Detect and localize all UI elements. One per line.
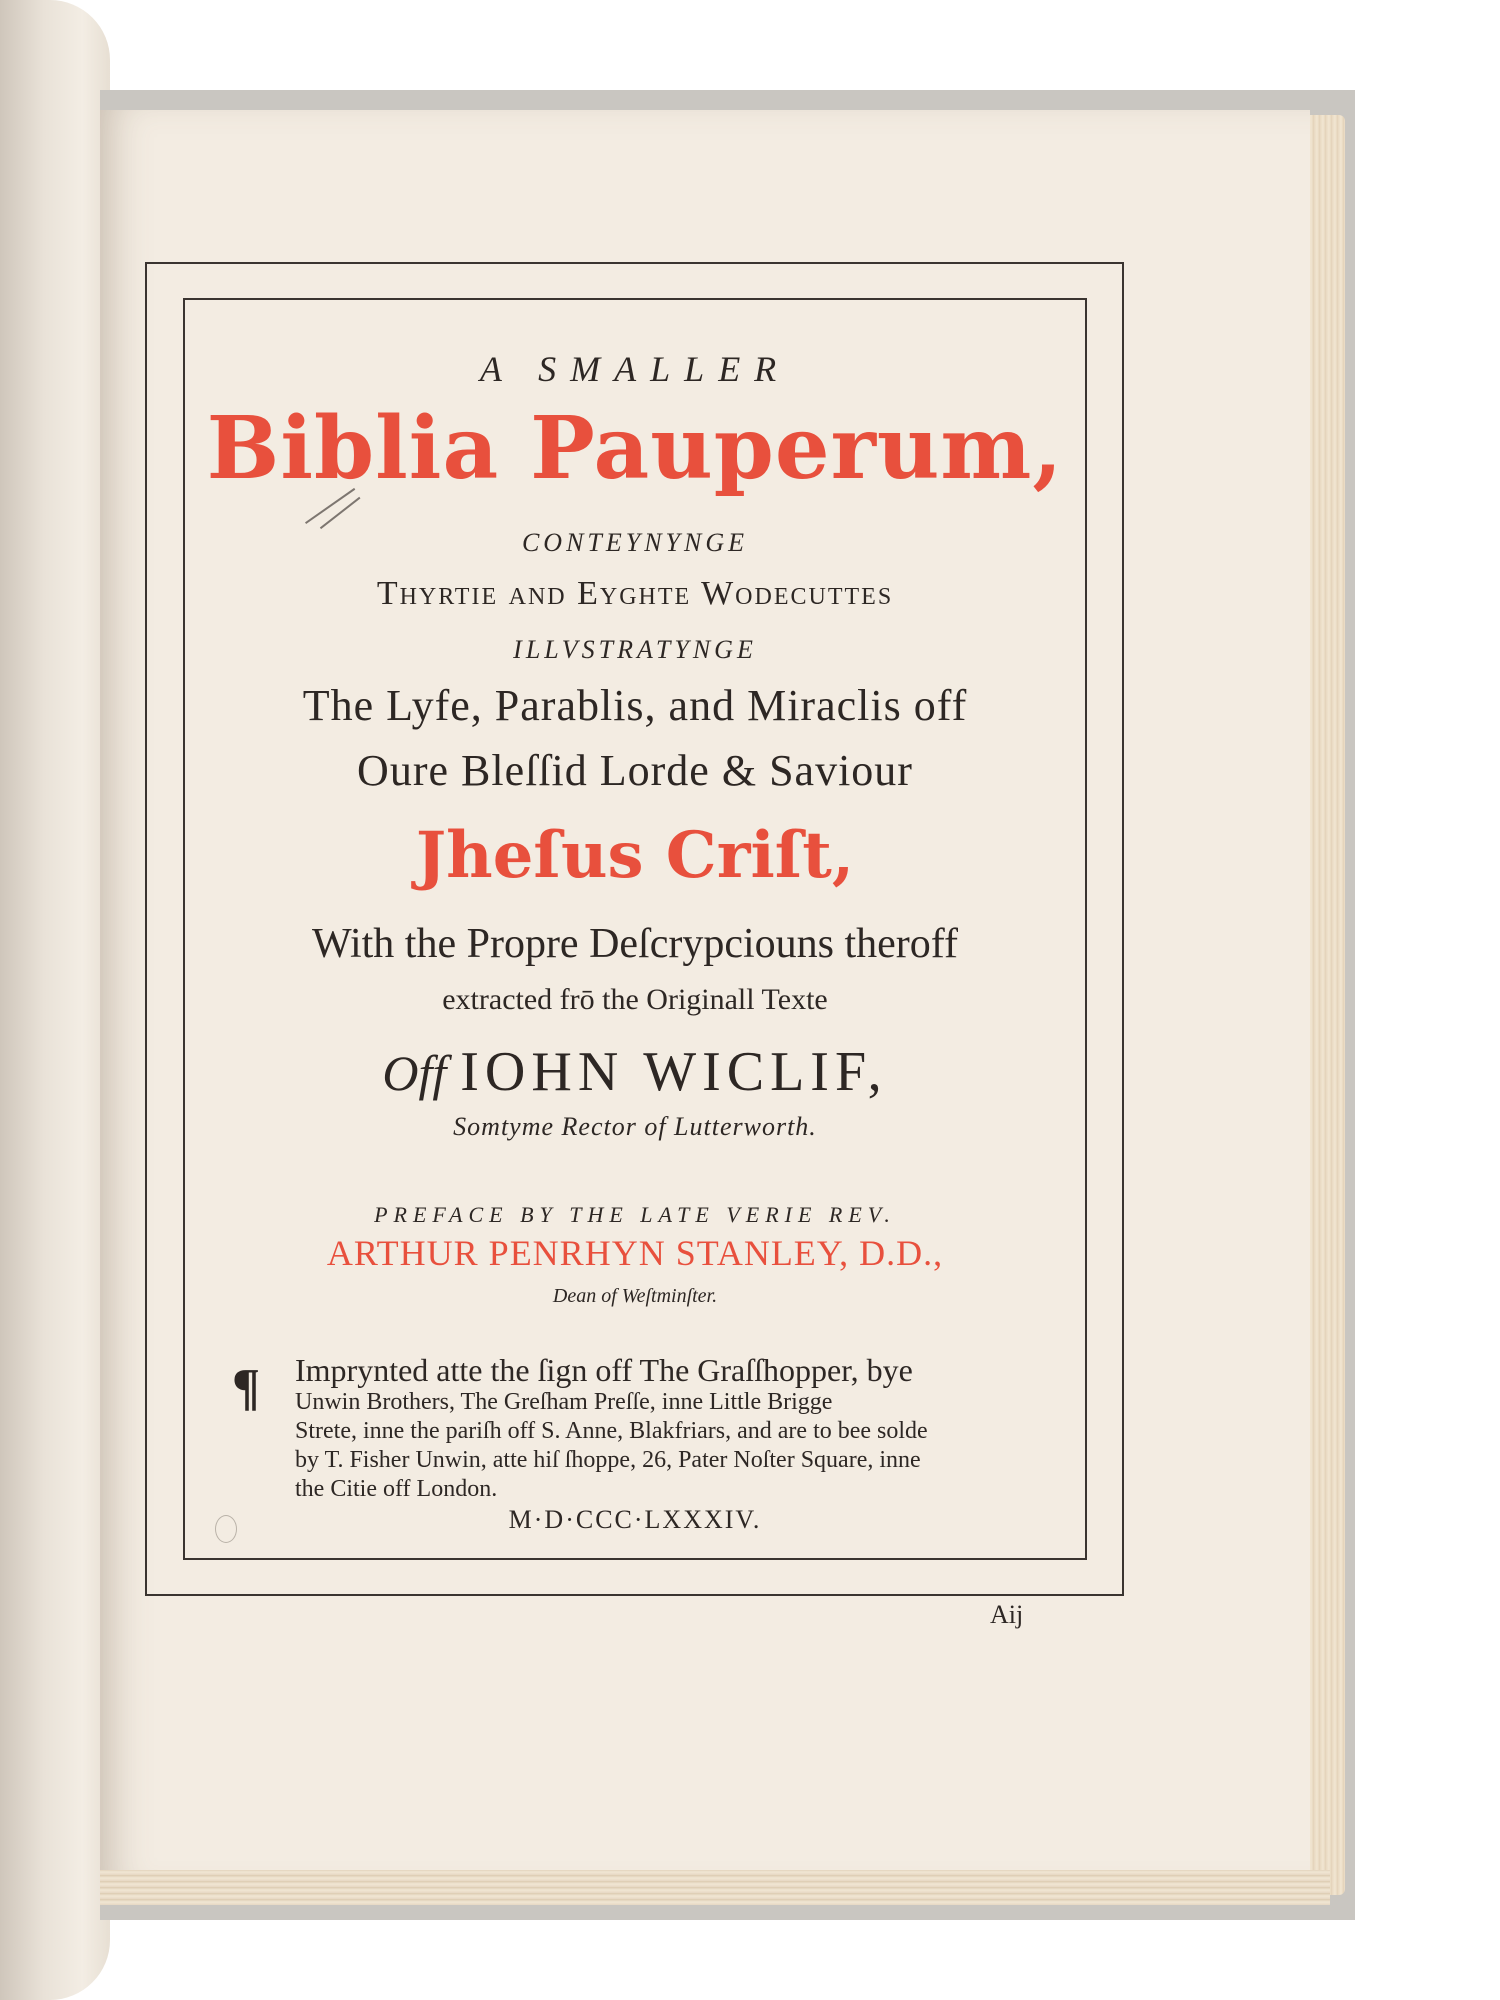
imprint-line: Strete, inne the pariſh off S. Anne, Blakfriars, and are to bee solde [295, 1418, 928, 1444]
title-line-extracted: extracted frō the Originall Texte [442, 983, 828, 1016]
title-off-italic: Off [382, 1045, 447, 1101]
page-edges-bottom [100, 1870, 1330, 1905]
title-jhesus-crist: Jheſus Criſt, [415, 818, 855, 893]
title-line-lorde: Oure Bleſſid Lorde & Saviour [357, 746, 913, 795]
imprint-line: Imprynted atte the ſign off The Graſſhopper, bye [295, 1352, 913, 1388]
title-line-illustratynge: ILLVSTRATYNGE [513, 635, 757, 664]
title-line-rector: Somtyme Rector of Lutterworth. [453, 1112, 817, 1141]
title-line-lyfe: The Lyfe, Parablis, and Miraclis off [302, 681, 968, 730]
title-line-woodcuts: Thyrtie and Eyghte Wodecuttes [376, 575, 894, 612]
title-john-wiclif: IOHN WICLIF, [460, 1041, 888, 1103]
title-line-conteynynge: CONTEYNYNGE [521, 528, 749, 557]
preface-label: PREFACE BY THE LATE VERIE REV. [374, 1202, 896, 1227]
imprint-block [295, 1352, 1055, 1504]
title-line-descrypciouns: With the Propre Deſcrypciouns theroff [311, 921, 959, 967]
facing-page-edge [0, 0, 110, 2000]
imprint-line: Unwin Brothers, The Greſham Preſſe, inne Little Brigge [295, 1389, 833, 1415]
signature-mark: Aij [990, 1600, 1024, 1629]
title-biblia-pauperum: Biblia Pauperum, [206, 398, 1064, 499]
stain-mark [215, 1515, 237, 1543]
pilcrow-mark: ¶ [232, 1359, 261, 1416]
preface-author: ARTHUR PENRHYN STANLEY, D.D., [326, 1233, 944, 1273]
preface-author-title: Dean of Weſtminſter. [552, 1285, 718, 1307]
imprint-date: M·D·CCC·LXXXIV. [508, 1505, 762, 1534]
title-line-wiclif [183, 1040, 1087, 1104]
title-line-a-smaller: A SMALLER [479, 349, 791, 389]
imprint-line: by T. Fisher Unwin, atte hiſ ſhoppe, 26, Pater Noſter Square, inne [295, 1447, 921, 1473]
imprint-line: the Citie off London. [295, 1476, 498, 1502]
